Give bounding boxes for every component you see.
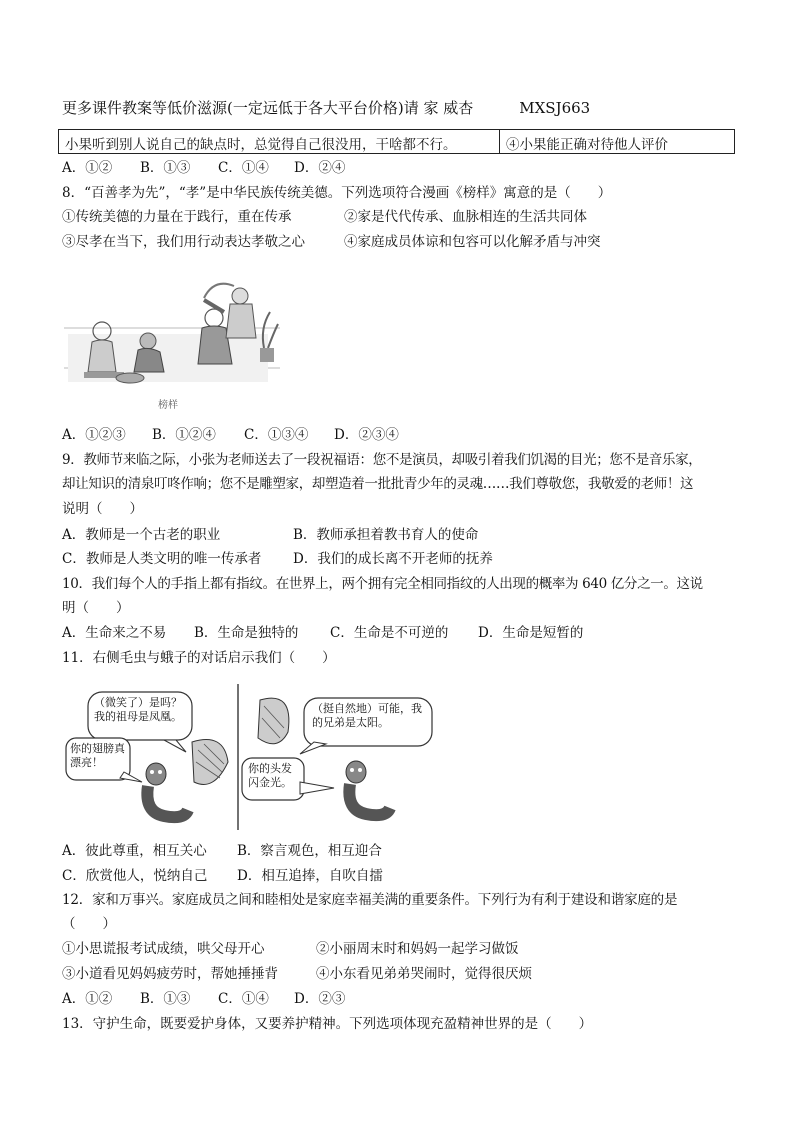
q7-option-b: B．①③ xyxy=(140,160,191,176)
q7-options xyxy=(62,158,345,178)
q11-options-row2 xyxy=(62,866,383,886)
q12-option-d: D．②③ xyxy=(294,991,346,1007)
q8-option-b: B．①②④ xyxy=(152,427,216,443)
q11-option-a: A．彼此尊重，相互关心 xyxy=(62,843,207,859)
q11-stem: 11．右侧毛虫与蛾子的对话启示我们（ ） xyxy=(62,650,336,666)
q10-options xyxy=(62,623,583,643)
page-header xyxy=(62,97,590,118)
q12-item-3: ③小道看见妈妈疲劳时，帮她捶捶背 xyxy=(62,966,278,982)
bubble-moth-left: （微笑了）是吗？我的祖母是凤凰。 xyxy=(94,696,182,723)
bubble-caterpillar-right: 你的头发闪金光。 xyxy=(248,762,292,789)
q9-option-b: B．教师承担着教书育人的使命 xyxy=(293,527,479,543)
q9-options-row2 xyxy=(62,549,493,569)
q12-option-a: A．①② xyxy=(62,991,113,1007)
caterpillar-moth-comic-image xyxy=(64,682,438,832)
comic-caption: 榜样 xyxy=(158,400,178,411)
q12-item-1: ①小思谎报考试成绩，哄父母开心 xyxy=(62,941,265,957)
comic-bangyang-image xyxy=(64,268,280,414)
q9-option-a: A．教师是一个古老的职业 xyxy=(62,527,221,543)
q10-line1: 10．我们每个人的手指上都有指纹。在世界上，两个拥有完全相同指纹的人出现的概率为 640 亿分之一。这说 xyxy=(62,576,703,592)
q8-item-1: ①传统美德的力量在于践行，重在传承 xyxy=(62,209,292,225)
q8-item-2: ②家是代代传承、血脉相连的生活共同体 xyxy=(344,209,587,225)
q8-option-a: A．①②③ xyxy=(62,427,126,443)
q8-option-d: D．②③④ xyxy=(334,427,399,443)
q12-option-b: B．①③ xyxy=(140,991,191,1007)
q8-stem: 8．“百善孝为先”，“孝”是中华民族传统美德。下列选项符合漫画《榜样》寓意的是（ ） xyxy=(62,185,612,201)
table-cell-left: 小果听到别人说自己的缺点时，总觉得自己很没用，干啥都不行。 xyxy=(59,130,500,153)
q9-option-d: D．我们的成长离不开老师的抚养 xyxy=(293,551,493,567)
q12-line2: （ ） xyxy=(62,916,116,932)
q8-option-c: C．①③④ xyxy=(244,427,309,443)
q8-item-3: ③尽孝在当下，我们用行动表达孝敬之心 xyxy=(62,234,305,250)
table-cell-right: ④小果能正确对待他人评价 xyxy=(506,137,668,153)
q11-options-row1 xyxy=(62,841,382,861)
q10-line2: 明（ ） xyxy=(62,600,130,616)
q11-option-b: B．察言观色，相互迎合 xyxy=(237,843,382,859)
q12-item-4: ④小东看见弟弟哭闹时，觉得很厌烦 xyxy=(316,966,532,982)
q12-item-2: ②小丽周末时和妈妈一起学习做饭 xyxy=(316,941,519,957)
q13-stem: 13．守护生命，既要爱护身体，又要养护精神。下列选项体现充盈精神世界的是（ ） xyxy=(62,1016,593,1032)
q10-option-d: D．生命是短暂的 xyxy=(478,625,584,641)
q11-option-c: C．欣赏他人，悦纳自己 xyxy=(62,868,208,884)
bubble-caterpillar-left: 你的翅膀真漂亮！ xyxy=(70,742,125,769)
q12-items-row2 xyxy=(62,964,532,984)
q7-option-a: A．①② xyxy=(62,160,113,176)
q9-option-c: C．教师是人类文明的唯一传承者 xyxy=(62,551,262,567)
q12-items-row1 xyxy=(62,939,519,959)
q12-line1: 12．家和万事兴。家庭成员之间和睦相处是家庭幸福美满的重要条件。下列行为有利于建设和谐家庭的是 xyxy=(62,892,678,908)
q12-option-c: C．①④ xyxy=(218,991,269,1007)
q8-items-row1 xyxy=(62,207,587,227)
header-text: 更多课件教案等低价滋源(一定远低于各大平台价格)请 家 威杏 xyxy=(62,99,474,117)
q8-items-row2 xyxy=(62,232,601,252)
q9-options-row1 xyxy=(62,525,478,545)
q8-options xyxy=(62,425,399,445)
header-code: MXSJ663 xyxy=(519,99,591,117)
q12-options xyxy=(62,989,345,1009)
table-row xyxy=(58,129,735,154)
q10-option-c: C．生命是不可逆的 xyxy=(330,625,449,641)
q9-line2: 却让知识的清泉叮咚作响；您不是雕塑家，却塑造着一批批青少年的灵魂……我们尊敬您，我敬爱的老师！这 xyxy=(62,476,694,492)
q9-line1: 9．教师节来临之际，小张为老师送去了一段祝福语：您不是演员，却吸引着我们饥渴的目光；您不是音乐家， xyxy=(62,452,702,468)
q9-line3: 说明（ ） xyxy=(62,501,143,517)
q8-item-4: ④家庭成员体谅和包容可以化解矛盾与冲突 xyxy=(344,234,601,250)
q10-option-a: A．生命来之不易 xyxy=(62,625,167,641)
q7-option-c: C．①④ xyxy=(218,160,269,176)
q7-option-d: D．②④ xyxy=(294,160,346,176)
bubble-moth-right: （挺自然地）可能，我的兄弟是太阳。 xyxy=(312,702,422,729)
q11-option-d: D．相互追捧，自吹自擂 xyxy=(237,868,383,884)
q10-option-b: B．生命是独特的 xyxy=(194,625,299,641)
